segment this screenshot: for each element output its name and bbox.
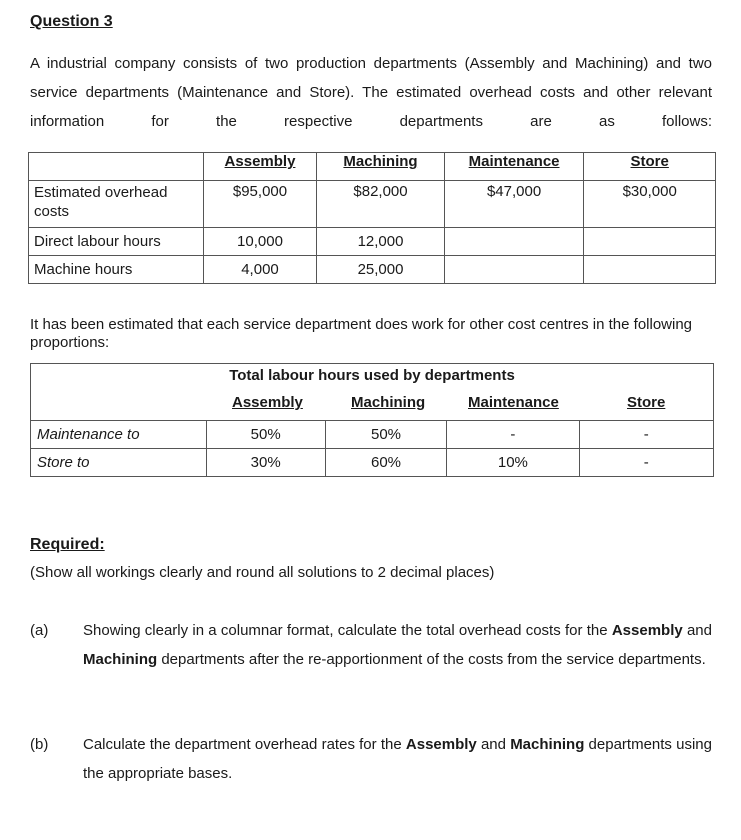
row-label: Store to (37, 454, 90, 471)
cell-value: 50% (250, 426, 281, 443)
cell-value: 50% (371, 426, 402, 443)
qa-part-2: and (682, 622, 712, 639)
question-a-text (83, 616, 712, 674)
qa-part-3: departments after the re-apportionment of the costs from the service departments. (157, 651, 706, 668)
header-assembly: Assembly (224, 153, 296, 170)
cell-value: $47,000 (486, 183, 542, 200)
row-label: Direct labour hours (34, 233, 161, 250)
cell-value: - (643, 454, 649, 471)
header-blank-cell (29, 153, 204, 181)
required-note: (Show all workings clearly and round all solutions to 2 decimal places) (30, 564, 495, 581)
table-header-row (31, 364, 714, 421)
header-maintenance: Maintenance (468, 394, 559, 411)
intro-line-3: other relevant information for the respective departments are as follows: (30, 84, 712, 130)
cell-value: $30,000 (622, 183, 677, 200)
cell-value: 25,000 (357, 261, 404, 278)
cell-value: 10,000 (237, 233, 283, 250)
table-header-row (29, 153, 716, 181)
table-row (29, 228, 716, 256)
header-cell (31, 364, 714, 421)
cell-value (445, 228, 584, 233)
header-maintenance: Maintenance (468, 153, 560, 170)
cell-value (584, 228, 715, 233)
header-assembly: Assembly (232, 394, 303, 411)
table-row (31, 421, 714, 449)
cell-value: - (643, 426, 649, 443)
cell-value: 12,000 (357, 233, 404, 250)
table-title: Total labour hours used by departments (229, 367, 515, 384)
cell-value: 4,000 (241, 261, 279, 278)
qa-part-1: Showing clearly in a columnar format, calculate the total overhead costs for the (83, 622, 608, 639)
table-row (31, 449, 714, 477)
qb-part-2: and (476, 736, 511, 753)
header-machining: Machining (343, 153, 418, 170)
qa-bold-assembly: Assembly (611, 622, 683, 639)
question-title: Question 3 (30, 13, 113, 30)
qb-part-3: departments using the appropriate bases. (83, 736, 712, 782)
qa-bold-machining: Machining (83, 651, 158, 668)
cell-value (584, 256, 715, 261)
intro-line-2: two service departments (Maintenance and Store). The estimated overhead costs and (30, 55, 712, 101)
cell-value: $82,000 (353, 183, 408, 200)
cell-value: 30% (250, 454, 281, 471)
qb-bold-machining: Machining (510, 736, 585, 753)
qb-bold-assembly: Assembly (405, 736, 477, 753)
table-row (29, 181, 716, 228)
qb-part-1: Calculate the department overhead rates for the (83, 736, 406, 753)
question-a-label: (a) (30, 622, 49, 639)
cell-value: 10% (497, 454, 528, 471)
question-b-text (83, 730, 712, 788)
row-label: Maintenance to (37, 426, 140, 443)
overhead-info-table (28, 152, 716, 284)
header-store: Store (627, 394, 666, 411)
row-label: Machine hours (34, 261, 133, 278)
cell-value (445, 256, 584, 261)
cell-value: $95,000 (232, 183, 288, 200)
table-row (29, 256, 716, 284)
intro-line-1: A industrial company consists of two production departments (Assembly and Machining) and (30, 55, 682, 72)
proportions-table (30, 363, 714, 477)
required-heading: Required: (30, 536, 105, 553)
header-store: Store (630, 153, 669, 170)
proportions-intro: It has been estimated that each service department does work for other cost centres in the following proportions: (30, 316, 693, 351)
question-b-label: (b) (30, 736, 49, 753)
intro-paragraph (30, 49, 712, 165)
row-label: Estimated overhead costs (34, 184, 168, 220)
cell-value: 60% (371, 454, 402, 471)
header-machining: Machining (351, 394, 426, 411)
cell-value: - (510, 426, 516, 443)
